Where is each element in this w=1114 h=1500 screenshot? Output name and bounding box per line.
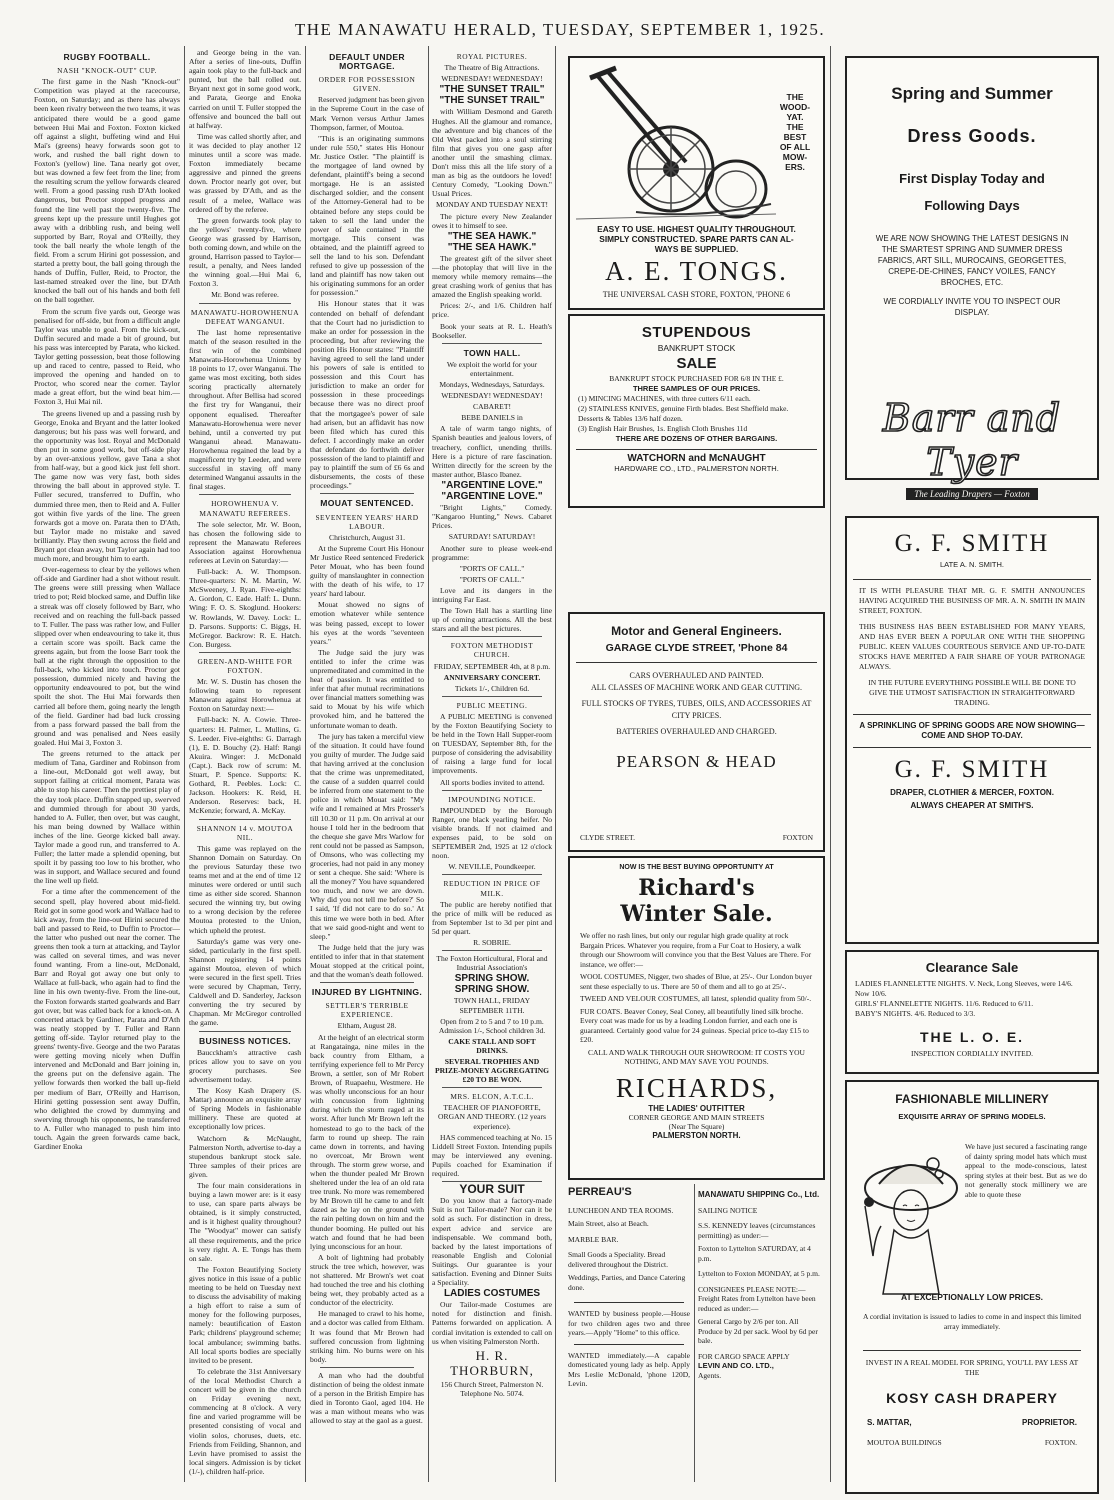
ad-subtitle: GARAGE CLYDE STREET, 'Phone 84 — [605, 642, 788, 654]
dateline: Eltham, August 28. — [337, 1021, 397, 1031]
paragraph: From the scrum five yards out, George was penalised for off-side, but from a difficult angle Taylor was unable to goal. From the kick-out, Duffin secured and made a bit of ground, but his pass was intercepted by Parata, who kicked. Taylor getting possession, beat those following up and raced to centre, passed to Reid, who improved the opening and handed on to Proctor, who scored near the corner. Taylor made a great effort, but the wind beat him.—Foxton 3, Hui Mai nil. — [34, 306, 180, 407]
ad-subtitle: SAILING NOTICE — [698, 1205, 758, 1215]
paragraph: He managed to crawl to his home, and a doctor was called from Eltham. It was found that Mr Brown had suffered concussion from lightning striking him. No burns were on his body. — [310, 1309, 424, 1364]
paragraph: Open from 2 to 5 and 7 to 10 p.m. Admission 1/-, School children 3d. — [438, 1016, 546, 1035]
article-heading: RUGBY FOOTBALL. — [63, 52, 151, 62]
paragraph: The Foxton Beautifying Society gives notice in this issue of a public meeting to be held on Tuesday next to discuss the advisability of making a high effort to raise a sum of money for the following purposes, namely: beautification of Easton Park; childrens' playground scheme; local ambulance; swimming baths. All local sports bodies are specially invited to be present. — [189, 1264, 301, 1365]
paragraph: The Judge held that the jury was entitled to infer that in that statement Mouat stopped at the critical point, and that the woman's death followed. — [310, 942, 424, 980]
paragraph: Do you know that a factory-made Suit is not Tailor-made? Nor can it be sold as such. For distinction in dress, expert advice and service are indispensable. We command both, backed by the latest importations of reasonable English and Colonial Suitings. Our guarantee is your satisfaction. Evening and Dinner Suits a Speciality. — [432, 1196, 552, 1288]
divider — [853, 747, 1091, 748]
paragraph: A man who had the doubtful distinction of being the oldest inmate of a person in the British Empire has died in Toronto Gaol, aged 104. He was a man without means who was allowed to stay at the gaol as a guest. — [310, 1370, 424, 1426]
paragraph: HAS commenced teaching at No. 15 Liddell Street Foxton. Intending pupils may be interviewed any evening. Pupils coached for Examination if required. — [432, 1132, 552, 1179]
paragraph: TOWN HALL, FRIDAY SEPTEMBER 11TH. — [453, 996, 531, 1015]
paragraph: IMPOUNDED by the Borough Ranger, one black yearling heifer. No visible brands. If not claimed and expenses paid, to be sold on SEPTEMBER 2nd, 1925 at 12 o'clock noon. — [432, 805, 552, 861]
article-subheading: SETTLER'S TERRIBLE EXPERIENCE. — [325, 1001, 409, 1020]
article-subheading: ORDER FOR POSSESSION GIVEN. — [318, 75, 416, 94]
ad-line: Weddings, Parties, and Dance Catering done. — [568, 1273, 686, 1292]
paragraph: Tickets 1/-, Children 6d. — [454, 683, 530, 693]
paragraph: The greatest gift of the silver sheet—the photoplay that will live in the memory while memory remains—the great crashing work of genius that has amazed the English speaking world. — [432, 253, 552, 300]
film-title: "ARGENTINE LOVE." — [441, 479, 543, 491]
paragraph: 156 Church Street, Palmerston N. Telephone No. 5074. — [440, 1379, 544, 1398]
clearance-line: LADIES FLANNELETTE NIGHTS. V. Neck, Long Sleeves, were 14/6. Now 10/6. — [855, 979, 1073, 998]
sale-line: THERE ARE DOZENS OF OTHER BARGAINS. — [615, 434, 778, 443]
classified-wanted: WANTED immediately.—A capable domesticated young lady as help. Apply Mrs Leslie McDonald, 'phone 120D, Levin. — [568, 1350, 690, 1388]
feature-line: SIMPLY CONSTRUCTED. SPARE PARTS CAN AL- — [599, 234, 794, 244]
paragraph: A PUBLIC MEETING is convened by the Foxton Beautifying Society to be held in the Town Hall Supper-room on TUESDAY, September 8th, for the purpose of considering the advisability of raising a large fund for local improvements. — [432, 711, 552, 776]
sale-subtitle: BANKRUPT STOCK — [657, 343, 736, 353]
paragraph: Love and its dangers in the intriguing Far East. — [432, 585, 552, 604]
divider — [442, 874, 542, 875]
paragraph: This game was replayed on the Shannon Domain on Saturday. On the previous Saturday these two teams met and at the end of time 12 minutes were ordered or until such time as either side scored. Shannon secured the winning try, but owing to a wrong decision by the referee Moutoa protested to the Union, which upheld the protest. — [189, 843, 301, 935]
paragraph: Saturday's game was very one-sided, particularly in the first spell. Shannon registering 14 points against Moutoa, eleven of which were secured in the first spell. Tries were secured by Chapman, Terry, Caldwell and D. Sanderley, Jackson converting the try secured by Chapman. Mr McGregor controlled the game. — [189, 936, 301, 1028]
column-rule — [694, 1184, 695, 1482]
sale-line: (2) STAINLESS KNIVES, genuine Firth blades. Best Sheffield make. Desserts & Tables 13/6 half dozen. — [578, 404, 789, 423]
film-title: "PORTS OF CALL." — [459, 574, 525, 584]
advertiser-street: CLYDE STREET. — [580, 833, 635, 842]
notice-heading: REDUCTION IN PRICE OF MILK. — [443, 879, 541, 898]
paragraph: A cordial invitation is issued to ladies to come in and inspect this limited array immediately. — [862, 1312, 1082, 1331]
sale-line: (1) MINCING MACHINES, with three cutters 6/11 each. — [578, 394, 751, 403]
column-rule — [830, 46, 831, 1482]
ad-line: General Cargo by 2/6 per ton. All Produce by 2d per sack. Wool by 6d per bale. — [698, 1317, 818, 1345]
slogan-line: ERS. — [785, 162, 805, 172]
ad-subtitle: LATE A. N. SMITH. — [939, 560, 1005, 569]
divider — [442, 950, 542, 951]
paragraph: We have just secured a fascinating range of dainty spring model hats which must appeal to the mode-conscious, latest spring styles at their best. But as we do not generally stock millinery we are able to quote these — [965, 1142, 1087, 1199]
barr-tyer-logo — [872, 396, 1072, 499]
article-heading: INJURED BY LIGHTNING. — [311, 987, 423, 998]
notice-title: YOUR SUIT — [459, 1182, 525, 1197]
column-sport-and-business — [189, 48, 301, 1488]
ad-title: Winter Sale. — [620, 901, 773, 927]
ad-line: LEVIN AND CO. LTD., — [698, 1361, 774, 1370]
notice-title: H. R. THORBURN, — [450, 1347, 534, 1378]
ad-manawatu-shipping — [698, 1184, 822, 1484]
services-list — [570, 666, 823, 742]
mower-slogan — [775, 92, 815, 172]
notice-day: SATURDAY! SATURDAY! — [448, 532, 536, 542]
paragraph: The green forwards took play to the yellows' twenty-five, where George was grassed by Harrison, both coming down, and while on the ground, Harrison passed to Taylor—result, a penalty, and Nees landed the winning goal.—Hui Mai 6, Foxton 3. — [189, 215, 301, 289]
divider — [576, 662, 817, 663]
divider — [199, 303, 291, 304]
paragraph: FUR COATS. Beaver Coney, Seal Coney, all beautifully lined silk broche. Every coat was made for us by a leading London furrier, and each one is guaranteed. Certainly good value for 24 guineas. Special price to-day £15 to £20. — [580, 1006, 809, 1044]
film-title: "PORTS OF CALL." — [459, 563, 525, 573]
slogan-line: BEST — [783, 132, 807, 142]
advertiser-name: RICHARDS, — [615, 1072, 778, 1103]
advertiser-name: KOSY CASH DRAPERY — [886, 1390, 1058, 1406]
notice-day: CABARET! — [473, 402, 511, 412]
paragraph: The last home representative match of the season resulted in the first win of the combined Manawatu-Horowhenua Unions by 18 points to 17, over Wanganui. The game was most exciting, both sides scoring practically alternately throughout. After Bellisa had scored the first try for Wanganui, their opponent equalised. Thereafter Manawatu-Horowhenua were never behind, until a converted try put Wanganui ahead. Manawatu-Horowhenua regained the lead by a magnificent try by Leeder, and were successful in staving off many determined Wanganui assaults in the final stages. — [189, 327, 301, 492]
advertiser-name: PEARSON & HEAD — [616, 752, 777, 771]
paragraph: Full-back: N. A. Cowie. Three-quarters: H. Palmer, L. Mullins, G. S. Leeder. Five-eighths: G. Darragh (1), E. D. Bouchy (2). Half: Rangi Akuira. Winger: J. McDonald (Capt.). Back row of scrum: M. Stuart, P. Spence. Supports: K. Gothard, R. Peebles. Lock: C. Jackson. Hookers: K. Reid, H. Anderson. Reserves: back, H. McKenzie; forward, A. McKay. — [189, 715, 301, 816]
advertiser-name: A. E. TONGS. — [605, 256, 788, 286]
divider — [853, 714, 1091, 715]
divider — [442, 636, 542, 637]
ad-footer: INSPECTION CORDIALLY INVITED. — [910, 1049, 1034, 1058]
advertiser-name: THE L. O. E. — [919, 1029, 1025, 1045]
notice-subheading: The Theatre of Big Attractions. — [444, 63, 540, 73]
notice-date: FRIDAY, SEPTEMBER 4th, at 8 p.m. — [433, 661, 551, 671]
paragraph: Mouat showed no signs of emotion whatever while sentence was being passed, except to lower his eyes at the words "seventeen years." — [310, 600, 424, 646]
ad-kosy-cash-drapery — [845, 1080, 1099, 1494]
referee-line: Mr. Bond was referee. — [211, 290, 279, 300]
ad-line: Lyttelton to Foxton MONDAY, at 5 p.m. — [698, 1269, 820, 1278]
divider — [442, 790, 542, 791]
sale-line: THREE SAMPLES OF OUR PRICES. — [632, 384, 761, 393]
paragraph: The picture every New Zealander owes it to himself to see. — [432, 211, 552, 230]
divider — [442, 696, 542, 697]
paragraph: Our Tailor-made Costumes are noted for distinction and finish. Patterns forwarded on application. A cordial invitation is extended to call on us when visiting Palmerston North. — [432, 1300, 552, 1346]
logo-script: Barr and Tyer — [882, 396, 1062, 484]
article-subheading: SEVENTEEN YEARS' HARD LABOUR. — [315, 512, 419, 531]
proprietor-title: PROPRIETOR. — [1022, 1418, 1077, 1427]
paragraph: The greens livened up and a passing rush by George, Enoka and Bryant and the latter looked dangerous; but his pass was well forward, and the opportunity was lost. Royal and McDonald then put in some good work, but off-side play by an over-anxious yellow, gave Tana a shot from half-way, but a good kick just fell short. The game now was very fast, both sides throwing the ball about in approved style. T. Fuller secured, transferred to Duffin, who dummied three men, then to Reid and A. Fuller got within five yards of the line. The green forwards got a move on. Parata then to D'Ath, but Taylor made no mistake and saved brilliantly. Play then swung across the field and Bryant got clean away, but Taylor again had too much more, and brought him to earth. — [34, 408, 180, 564]
notice-title: ANNIVERSARY CONCERT. — [443, 672, 541, 682]
article-heading: MOUAT SENTENCED. — [320, 498, 414, 509]
advertiser-address: (Near The Square) — [668, 1121, 725, 1131]
sale-details — [570, 372, 823, 446]
article-subheading: NASH "KNOCK-OUT" CUP. — [57, 66, 157, 76]
notice-title: SPRING SHOW. — [454, 973, 530, 985]
paragraph: A bolt of lightning had probably struck the tree which, however, was not shattered. Mr Brown's wet coat had touched the tree and his clothing being wet, they probably acted as a conductor of the electricity. — [310, 1252, 424, 1308]
paragraph: "Bright Lights," Comedy. "Kangaroo Hunting," News. Cabaret Prices. — [432, 503, 552, 531]
film-title: "THE SEA HAWK." — [447, 241, 537, 253]
paragraph: All sports bodies invited to attend. — [440, 777, 545, 787]
column-court-news — [310, 48, 424, 1488]
ad-line: MARBLE BAR. — [568, 1234, 619, 1244]
ad-dress-goods — [845, 56, 1099, 499]
proprietor-name: S. MATTAR, — [867, 1418, 912, 1427]
paragraph: The jury has taken a merciful view of the situation. It could have found you guilty of murder. The Judge said that having arrived at the conclusion that the crime was unpremeditated, the cause of a sudden quarrel could be inferred from one statement to the police in which Mouat said: "My wife and I remained at Mrs Prosser's till 10.30 or 11 p.m. On arrival at our house I told her in the bedroom that the cheque she gave Mrs Warlow for rent could not be passed as Sampson, of Omsons, who was collecting my groceries, had not paid in any money or sent a cheque. She said: 'Where is all the money?' You have squandered too much, and now we are down. Why did you not tell me before?' So I said, 'If did not care to do so.' At this time we were both in bed. After that we said good-night and went to sleep." — [310, 731, 424, 941]
paragraph: The Foxton Horticultural, Floral and Industrial Association's — [436, 954, 548, 973]
paragraph: To celebrate the 31st Anniversary of the local Methodist Church a concert will be given in the church on Friday evening next, commencing at 8 o'clock. A very fine and varied programme will be presented consisting of vocal and violin solos, choruses, duets, etc. Friends from Feilding, Shannon, and Levin have promised to assist the local singers. Admission is by ticket (1/-), children half-price. — [189, 1366, 301, 1476]
divider — [320, 1367, 414, 1368]
paragraph: "This is an originating summons under rule 550," states His Honour Mr. Justice Ostler. "The plaintiff is the mortgagee of land owned by defendant, plaintiff's being a second mortgage. He is an assisted discharged soldier, and the consent of the Attorney-General had to be obtained before any steps could be taken to sell the land under the power of sale contained in the mortgage. This consent was obtained, and the plaintiff agreed to sell the land to his son. Defendant refused to give up possession of the land and plaintiff has now taken out his originating summons for an order for possession." — [310, 133, 424, 298]
column-entertainment-notices — [432, 48, 552, 1488]
slogan-line: THE — [786, 92, 804, 102]
paragraph: We exploit the world for your entertainment. — [446, 359, 538, 378]
advertiser-tagline: THE LADIES' OUTFITTER — [648, 1103, 745, 1113]
notice-day: BEBE DANIELS in — [461, 413, 523, 423]
advertiser-address: CORNER GEORGE AND MAIN STREETS — [628, 1112, 765, 1122]
column-rugby-football — [34, 48, 180, 1488]
lady-in-hat-illustration — [859, 1136, 959, 1296]
ad-body: WE ARE NOW SHOWING THE LATEST DESIGNS IN THE SMARTEST SPRING AND SUMMER DRESS FABRICS, ART SILL, MUROCAINS, GEORGETTES, CREPE-DE-CHINES, FANCY VOILES, FANCY BROCHES, ETC. — [875, 234, 1069, 287]
paragraph: We offer no rash lines, but only our regular high grade quality at rock Bargain Prices. Whatever you require, from a Fur Coat to Hosiery, a walk through our Showroom will convince you that the Best Values are There. For instance, we offer:— — [580, 931, 812, 969]
advertiser-town: PALMERSTON NORTH. — [652, 1130, 741, 1140]
paragraph: The Town Hall has a startling line up of coming attractions. All the best stars and all the best pictures. — [432, 606, 552, 634]
divider — [863, 1350, 1081, 1351]
sale-word: SALE — [676, 355, 717, 372]
notice-title: LADIES COSTUMES — [443, 1288, 541, 1300]
signature: R. SOBRIE. — [473, 937, 511, 947]
ad-highlight: AT EXCEPTIONALLY LOW PRICES. — [901, 1292, 1043, 1302]
notice-day: WEDNESDAY! WEDNESDAY! — [441, 74, 543, 84]
paragraph: Book your seats at R. L. Heath's Bookseller. — [432, 321, 552, 340]
paragraph: TEACHER OF PIANOFORTE, ORGAN AND THEORY. (12 years experience). — [438, 1103, 546, 1131]
lawn-mower-illustration — [576, 64, 776, 224]
paragraph: Time was called shortly after, and it was decided to play another 12 minutes until a score was made. Foxton immediately became aggressive and pinned the greens down. Proctor nearly got over, but was grassed by D'Ath, and as the result of a melee, Wallace was ordered off by the referee. — [189, 131, 301, 214]
mower-features — [574, 224, 819, 254]
paragraph: The sole selector, Mr. W. Boon, has chosen the following side to represent the Manawatu Referees Association against Horowhenua referees at Levin on Saturday:— — [189, 519, 301, 565]
ad-title: Clearance Sale — [925, 960, 1019, 975]
divider — [442, 343, 542, 344]
article-heading: MANAWATU-HOROWHENUA DEFEAT WANGANUI. — [190, 307, 300, 326]
divider — [320, 982, 414, 983]
paragraph: Baucckham's attractive cash prices allow you to save on you grocery purchases. See advertisement today. — [189, 1047, 301, 1084]
sale-line: BANKRUPT STOCK PURCHASED FOR 6/8 IN THE £. — [609, 374, 784, 383]
ad-bankrupt-sale — [568, 314, 825, 508]
ad-richards-winter-sale — [568, 856, 825, 1180]
sale-line: (3) English Hair Brushes, 1s. English Cloth Brushes 11d — [578, 424, 748, 433]
paragraph: The greens returned to the attack per medium of Tana, Gardiner and Robinson from a line-out, McDonald got well away, but support failing at critical moment, Parata was able to stop his career. Then the prettiest play of the day took place. Duffin snapped up, swerved and dummied through for about 30 yards, handed to A. Fuller, then over, but was caught, his man being downed by Wallace within inches of the line. George kicked ball away. Taylor made a good run, and transferred to A. Fuller; the latter made a splendid opening, but spoilt it by passing too low to his brother, who was in support, and Wallace secured and found the line well up field. — [34, 749, 180, 886]
ad-line: Small Goods a Speciality. Bread delivered throughout the District. — [568, 1250, 668, 1269]
ad-line: S.S. KENNEDY leaves (circumstances permitting) as under:— — [698, 1221, 816, 1240]
notice-day: WEDNESDAY! WEDNESDAY! — [441, 391, 543, 401]
sale-offers — [570, 927, 823, 1071]
paragraph: Over-eagerness to clear by the yellows when off-side and Gardiner had a shot without result. The greens were still pressing when Wallace tried to pot; Reid blocked same, and Duffin like a streak was off closely followed by Barr, who received and on reaching the full-back passed to T. Fuller. The pass was rather low, and Fuller slipped over when endeavouring to take it, thus a certain score was spoilt. Back came the greens again, but from the loose Barr took the ball at the right through the opposition to the full-back, who kicked into touch. Proctor got possession, dummied nicely and having the opportunity endeavoured to pot, but the wind spoilt the shot. The Hui Mai forwards then carried all before them, going nearly the length of the field. Gardiner had bad luck crossing from a pass forward passed the ball from the ground and was penalised and Nees easily goaled. Hui Mai 3, Foxton 3. — [34, 565, 180, 747]
paragraph: Mondays, Wednesdays, Saturdays. — [439, 380, 545, 389]
dateline: Christchurch, August 31. — [329, 532, 405, 542]
film-title: "THE SEA HAWK." — [447, 230, 537, 242]
advertiser-town: FOXTON — [782, 833, 813, 842]
ad-title: FASHIONABLE MILLINERY — [895, 1092, 1049, 1106]
paragraph: The Judge said the jury was entitled to infer the crime was unpremeditated and committed in the heat of passion. It was entitled to infer that after mutual recriminations over financial matters something was said to Mouat by his wife which provoked him, and he battered the unfortunate woman to death. — [310, 647, 424, 730]
masthead: THE MANAWATU HERALD, TUESDAY, SEPTEMBER 1, 1925. — [294, 20, 826, 39]
ad-pearson-head — [568, 612, 825, 852]
paragraph: INVEST IN A REAL MODEL FOR SPRING, YOU'LL PAY LESS AT THE — [865, 1358, 1079, 1377]
paragraph: Reserved judgment has been given in the Supreme Court in the case of Mark Vernon versus Arthur James Thompson, farmer, of Moutoa. — [310, 95, 424, 132]
paragraph: CALL AND WALK THROUGH OUR SHOWROOM: IT COSTS YOU NOTHING, AND MAY SAVE YOU POUNDS. — [588, 1047, 805, 1066]
ad-body: WE CORDIALLY INVITE YOU TO INSPECT OUR DISPLAY. — [883, 297, 1061, 317]
paragraph: The public are hereby notified that the price of milk will be reduced as from September 1st to 3d per pint and 5d per quart. — [432, 899, 552, 936]
film-title: "THE SUNSET TRAIL" — [439, 95, 545, 107]
divider — [199, 494, 291, 495]
paragraph: SEVERAL TROPHIES AND PRIZE-MONEY AGGREGATING £20 TO BE WON. — [434, 1057, 550, 1085]
notice-title: SPRING SHOW. — [454, 984, 530, 996]
ad-clearance-sale — [845, 950, 1099, 1074]
slogan-line: WOOD- — [779, 102, 811, 112]
paragraph: The first game in the Nash "Knock-out" Competition was played at the racecourse, Foxton, on Saturday; and as there has always been keen rivalry between the two teams, it was anticipated there would be a good game between Hui Mai and Foxton. Foxton kicked off against a slight, buffeting wind and Hui Mai's (greens) heavy forwards soon got to work, and rushed the ball right down to Foxton's (yellow) line. Tana nearly got over, but was downed a few feet from the line; from the resulting scrum the yellow forwards cleared well. From a good passing rush D'Ath looked dangerous, but Proctor stopped progress and found the line well past the twenty-five. The greens kept up the pressure until Hughes got away with a dribbling rush, and being well supported by Barr, Royal and O'Reilly, they took the ball nearly the whole length of the field. From a scrum Hirini got possession, and started a pretty bout, the ball going through the hands of Duffin, Fuller, Reid, to Proctor, the last-named streaked over the line, but D'Ath knocked the ball out of his hands and both fell on the ball together. — [34, 77, 180, 305]
logo-banner: The Leading Drapers — Foxton — [906, 488, 1038, 500]
column-rule — [428, 46, 429, 1482]
slogan-line: MOW- — [782, 152, 808, 162]
advertiser-address: HARDWARE CO., LTD., PALMERSTON NORTH. — [614, 464, 779, 473]
divider — [199, 819, 291, 820]
slogan-line: OF ALL — [779, 142, 811, 152]
ad-line: CONSIGNEES PLEASE NOTE:— Freight Rates from Lyttelton have been reduced as under:— — [698, 1284, 816, 1313]
paragraph: IN THE FUTURE EVERYTHING POSSIBLE WILL BE DONE TO GIVE THE UTMOST SATISFACTION IN STRAIGHTFORWARD TRADING. — [868, 678, 1076, 707]
divider — [853, 579, 1091, 580]
paragraph: A tale of warm tango nights, of Spanish beauties and jealous lovers, of treachery, conflict, unending thrills. Here is a picture of rare fascination. Written directly for the screen by the master author, Blasco Ibanez. — [432, 424, 552, 479]
divider — [320, 493, 414, 494]
ad-title: Motor and General Engineers. — [611, 624, 782, 638]
paragraph: Watchorn & McNaught, Palmerston North, advertise to-day a stupendous bankrupt stock sale. Three samples of their prices are given. — [189, 1133, 301, 1179]
clearance-line: BABY'S NIGHTS. 4/6. Reduced to 3/3. — [855, 1009, 976, 1018]
paragraph: Prices: 2/-, and 1/6. Children half price. — [432, 301, 552, 320]
article-heading: DEFAULT UNDER MORTGAGE. — [329, 52, 405, 72]
clearance-items — [847, 975, 1097, 1023]
advertiser-town: FOXTON. — [1044, 1438, 1077, 1447]
ad-subtitle: EXQUISITE ARRAY OF SPRING MODELS. — [898, 1112, 1046, 1121]
ad-line: Main Street, also at Beach. — [568, 1219, 649, 1228]
ad-perreaus — [568, 1184, 690, 1484]
paragraph: At the Supreme Court His Honour Mr Justice Reed sentenced Frederick Peter Mouat, who has been found guilty of manslaughter in connection with the death of his wife, to 17 years' hard labour. — [310, 543, 424, 599]
paragraph: The four main considerations in buying a lawn mower are: is it easy to use, can spare parts always be obtained, is it simply constructed, and is it highest quality throughout? The "Woodyat" mower can satisfy all these requirements, and the price is very right. A. E. Tongs has them on sale. — [189, 1180, 301, 1263]
paragraph: WOOL COSTUMES, Nigger, two shades of Blue, at 25/-. Our London buyer sent these especially to us. There are 50 of them and all to go at 25/-. — [580, 972, 813, 991]
paragraph: Mr. W. S. Dustin has chosen the following team to represent Manawatu against Horowhenua at Foxton on Saturday next:— — [189, 677, 301, 714]
paragraph: His Honour states that it was contended on behalf of defendant that the Court had no jurisdiction to make an order for possession in the proceeding, but after reviewing the position His Honour states: "Plaintiff having agreed to sell the land under his powers of sale is entitled to possession and this Court has jurisdiction to make an order for possession in these proceedings because there was no direct proof that the mortgagee's power of sale had arisen, but an affidavit has now been filed which has cured this defect. I accordingly make an order that defendant do forthwith deliver possession of the land to plaintiff and pay to plaintiff the sum of £6 6s and disbursements, the costs of these proceedings." — [310, 299, 424, 491]
ad-subtitle: Following Days — [924, 198, 1020, 213]
advertiser-name: WATCHORN and McNAUGHT — [627, 453, 766, 464]
slogan-line: THE — [786, 122, 804, 132]
column-rule — [555, 46, 556, 1482]
divider — [199, 1031, 291, 1032]
feature-line: EASY TO USE. HIGHEST QUALITY THROUGHOUT. — [597, 224, 796, 234]
notice-day: MONDAY AND TUESDAY NEXT! — [435, 200, 548, 210]
ad-title: Dress Goods. — [907, 126, 1037, 146]
paragraph: and George being in the van. After a series of line-outs, Duffin again took play to the full-back and punted, but the ball rolled out. Bryant next got in some good work, and Parata, George and Enoka carried on until T. Fuller stopped the offensive and bounced the ball out at halfway. — [189, 48, 301, 130]
column-rule — [184, 46, 185, 1482]
ad-tongs-mower — [568, 56, 825, 310]
paragraph: THIS BUSINESS HAS BEEN ESTABLISHED FOR MANY YEARS, AND HAS EVER BEEN A POPULAR ONE WITH THE SHOPPING PUBLIC. KEEN VALUES COURTEOUS SERVICE AND UP-TO-DATE STOCKS HAVE MERITED A FAIR SHARE OF YOUR PATRONAGE ALWAYS. — [859, 622, 1085, 671]
ad-title: MANAWATU SHIPPING Co., Ltd. — [698, 1190, 820, 1199]
ad-subtitle: First Display Today and — [899, 171, 1045, 186]
paragraph: For a time after the commencement of the second spell, play hovered about mid-field. Reid got in some good work and Wallace had to kick away, from the line-out Hirini secured the ball and passed to Reid, to Duffin to Proctor—the latter who pushed out near the corner. The greens then took a turn at attacking, and Taylor was called on several times, and was never found wanting. From a line-out, McDonald, Barr and Royal got away one but only to Wallace at full-back, who again had to find the line in his own twenty-five. From the line-out, the Foxton forwards started goalwards and Barr got over, but was called back for a knock-on. A concerted attack by Gardiner, Parata and D'Ath was neatly stopped by T. Fuller and Rann getting off-side. Taylor returned play to the greens' twenty-five. George and the two Paratas were getting moving nicely when Duffin intervened and McDonald and Barr joining in, the greens put on the defensive again. The yellow forwards then worked the ball up-field per medium of Barr, O'Reilly and Harrison, Hirini getting possession sent away Duffin, who delighted the crowd by dummying and swerving through his opponents, he transferred to A. Fuller who managed to push him into touch. Again the green forwards came back, Gardiner Enoka — [34, 887, 180, 1152]
paragraph: TWEED AND VELOUR COSTUMES, all latest, splendid quality from 50/-. — [580, 994, 812, 1003]
divider — [574, 1302, 684, 1303]
advertiser-name: G. F. SMITH — [894, 756, 1050, 783]
paragraph: with William Desmond and Gareth Hughes. All the glamour and romance, the adventure and big chances of the Old West packed into a soul stirring film that gives you one gasp after another until the smashing climax. Don't miss this all the life story of a man as big as the outdoors he loved! Century Comedy, "Looking Down." Usual Prices. — [432, 107, 552, 199]
article-heading: SHANNON 14 v. MOUTOA NIL. — [196, 823, 294, 842]
column-rule — [305, 46, 306, 1482]
notice-heading: MRS. ELCON, A.T.C.L. — [450, 1092, 534, 1102]
advertiser-name: G. F. SMITH — [894, 530, 1050, 557]
notice-heading: ROYAL PICTURES. — [456, 52, 528, 61]
ad-title: PERREAU'S — [568, 1186, 632, 1198]
notice-heading: IMPOUNDING NOTICE. — [448, 794, 536, 804]
ad-title: Spring and Summer — [891, 84, 1053, 103]
article-heading: GREEN-AND-WHITE FOR FOXTON. — [197, 656, 293, 675]
notice-heading: TOWN HALL. — [463, 347, 521, 358]
paragraph: Another sure to please week-end programme: — [432, 543, 552, 562]
article-heading: HOROWHENUA V. MANAWATU REFEREES. — [199, 499, 291, 518]
divider — [199, 652, 291, 653]
ad-line: Agents. — [698, 1370, 722, 1380]
ad-line: Foxton to Lyttelton SATURDAY, at 4 p.m. — [698, 1244, 811, 1263]
service-line: ALL CLASSES OF MACHINE WORK AND GEAR CUTTING. — [590, 683, 803, 692]
clearance-line: GIRLS' FLANNELETTE NIGHTS. 11/6. Reduced to 6/11. — [855, 999, 1034, 1008]
paragraph: The Kosy Kash Drapery (S. Mattar) announce an exquisite array of Spring Models in fashionable millinery. These are quoted at exceptionally low prices. — [189, 1086, 301, 1132]
ad-line: LUNCHEON AND TEA ROOMS. — [568, 1205, 674, 1215]
service-line: FULL STOCKS OF TYRES, TUBES, OILS, AND ACCESSORIES AT CITY PRICES. — [581, 699, 812, 720]
signature: W. NEVILLE, Poundkeeper. — [448, 862, 536, 872]
ad-kicker: NOW IS THE BEST BUYING OPPORTUNITY AT — [619, 864, 774, 871]
ad-title: Richard's — [638, 875, 755, 901]
feature-line: WAYS BE SUPPLIED. — [654, 244, 739, 254]
classified-wanted: WANTED by business people.—House for two children ages two and three years.—Apply "Home" to this office. — [568, 1309, 690, 1337]
slogan-line: YAT. — [786, 112, 804, 122]
divider — [576, 449, 817, 450]
divider — [574, 1344, 684, 1345]
paragraph: At the height of an electrical storm at Rangatainga, nine miles in the back country from Eltham, a terrifying experience fell to Mr Percy Brown, a settler, son of Mr Robert Brown, of Ruapaehu, Westmere. He was wholly unconscious for an hour with concussion from lightning during which the storm raged at its worst. After lunch Mr Brown left the homestead to go to the back of the farm to round up sheep. The rain came down in torrents, and having no overcoat, Mr Brown went through. The storm grew worse, and when the thunder pealed Mr Brown sheltered under the lea of an old rata tree trunk. No more was remembered by Mr Brown till he came to and felt dazed as he lay on the ground with the rain pelting down on him and the thunder booming. He pulled out his watch and found that he had been lying unconscious for an hour. — [310, 1032, 424, 1251]
notice-heading: PUBLIC MEETING. — [456, 700, 528, 710]
advertiser-address: MOUTOA BUILDINGS — [867, 1438, 942, 1447]
article-heading: BUSINESS NOTICES. — [198, 1035, 291, 1046]
advertiser-address: DRAPER, CLOTHIER & MERCER, FOXTON. — [890, 788, 1054, 797]
ad-gf-smith — [845, 516, 1099, 944]
film-title: "ARGENTINE LOVE." — [441, 491, 543, 503]
service-line: CARS OVERHAULED AND PAINTED. — [629, 671, 764, 680]
notice-heading: FOXTON METHODIST CHURCH. — [450, 641, 534, 660]
paragraph: A SPRINKLING OF SPRING GOODS ARE NOW SHOWING—COME AND SHOP TO-DAY. — [859, 721, 1085, 740]
paragraph: CAKE STALL AND SOFT DRINKS. — [448, 1036, 536, 1055]
divider — [442, 1087, 542, 1088]
advertiser-tagline: ALWAYS CHEAPER AT SMITH'S. — [910, 801, 1034, 810]
paragraph: IT IS WITH PLEASURE THAT MR. G. F. SMITH ANNOUNCES HAVING ACQUIRED THE BUSINESS OF MR. A. N. SMITH IN MAIN STREET, FOXTON. — [859, 586, 1085, 615]
ad-line: FOR CARGO SPACE APPLY — [698, 1351, 790, 1361]
sale-title: STUPENDOUS — [641, 324, 752, 341]
service-line: BATTERIES OVERHAULED AND CHARGED. — [616, 727, 777, 736]
film-title: "THE SUNSET TRAIL" — [439, 84, 545, 96]
advertiser-address: THE UNIVERSAL CASH STORE, FOXTON, 'PHONE 6 — [602, 290, 791, 299]
paragraph: Full-back: A. W. Thompson. Three-quarters: N. M. Martin, W. McSweeney, J. Ryan. Five-eighths: A. Gordon, C. Eade. Half: L. Dunn. Wing: F. O. S. Skoglund. Hookers: W. Rowlands, W. Davey. Lock: L. D. Parsons. Supports: C. Biggs, H. McGregor. Backrow: R. E. Hatch. Con. Burgess. — [189, 567, 301, 649]
